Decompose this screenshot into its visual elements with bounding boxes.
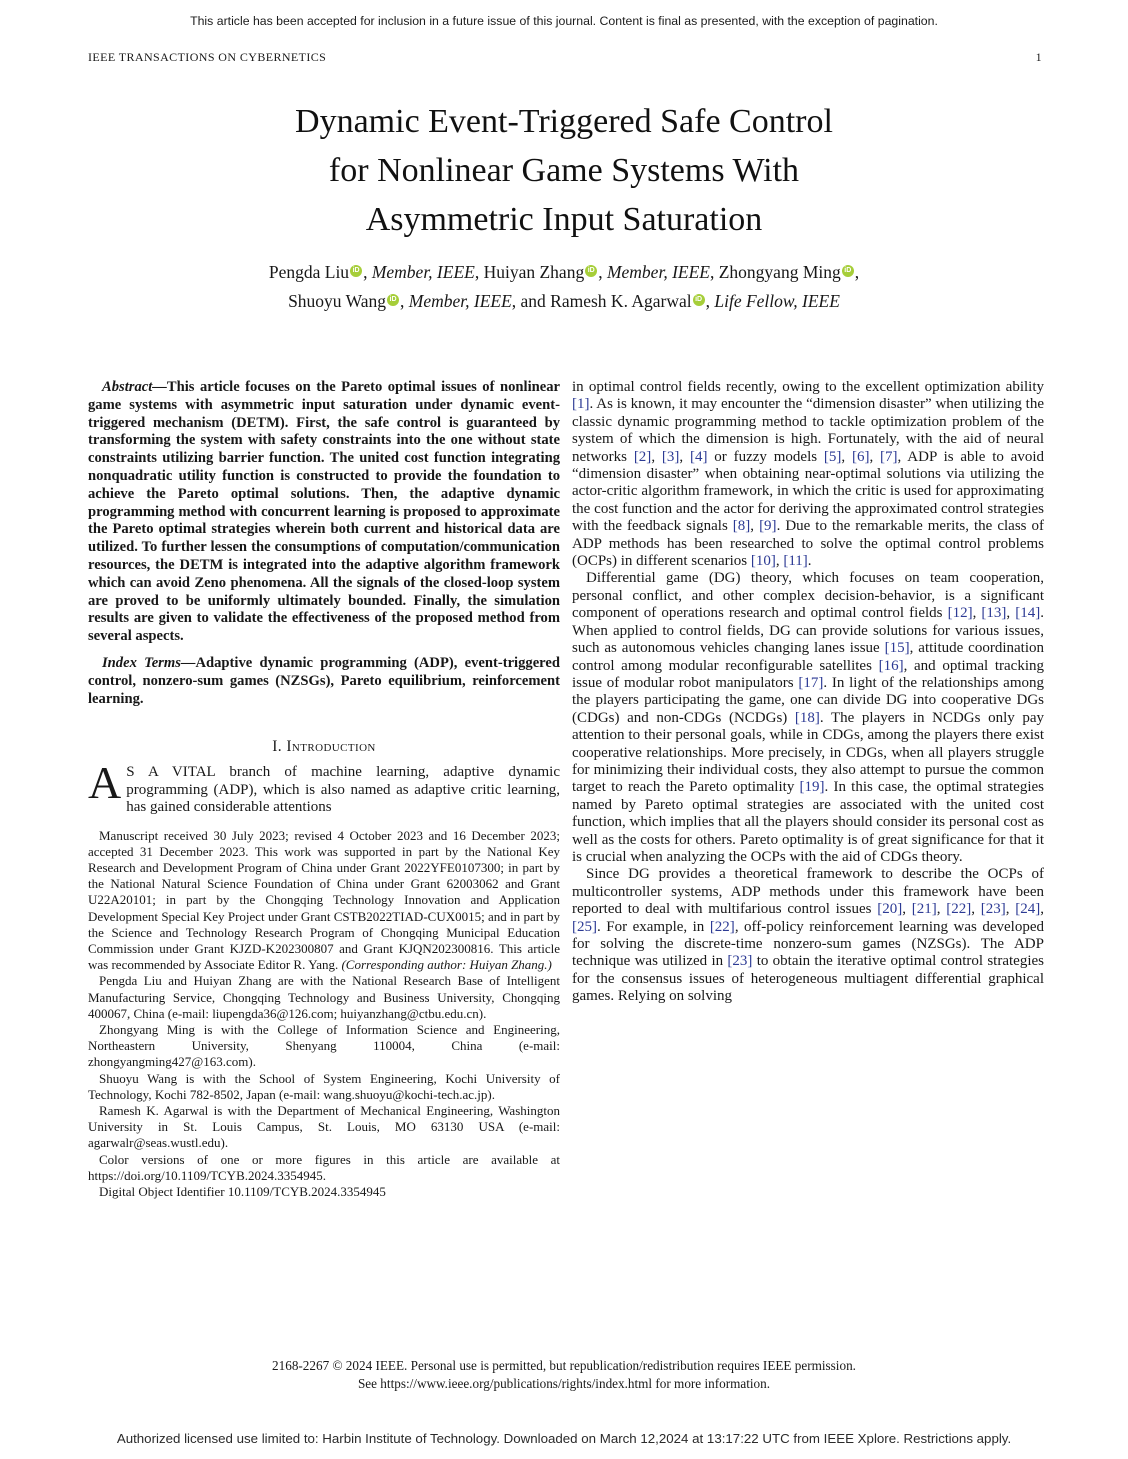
text-segment: Pengda Liu xyxy=(268,262,350,282)
abstract-label: Abstract— xyxy=(102,379,167,395)
first-page-footnotes xyxy=(88,828,560,1201)
intro-text: S A VITAL branch of machine learning, adaptive dynamic programming (ADP), which is also named as adaptive critic learning, has gained considerable attentions xyxy=(126,764,560,816)
abstract-paragraph xyxy=(88,379,560,646)
section-heading-introduction: I. Introduction xyxy=(272,738,376,756)
text-segment: , xyxy=(705,290,715,311)
orcid-icon[interactable]: iD xyxy=(842,265,854,277)
footnote-affiliation-wang xyxy=(88,1071,560,1103)
text-segment: Ramesh K. Agarwal is with the Department of Mechanical Engineering, Washington University in St. Louis Campus, St. Louis, MO 63130 USA (e-mail: agarwalr@seas.wustl.edu). xyxy=(88,1103,560,1151)
citation-link[interactable]: [22] xyxy=(709,918,735,935)
right-column xyxy=(572,379,1044,1200)
author-line-1 xyxy=(0,258,1128,287)
page-number: 1 xyxy=(1035,50,1042,64)
text-segment: , Huiyan Zhang xyxy=(474,262,585,282)
citation-link[interactable]: [12] xyxy=(947,605,973,622)
citation-link[interactable]: [24] xyxy=(1015,901,1041,918)
citation-link[interactable]: [21] xyxy=(911,901,937,918)
body-columns xyxy=(88,379,1044,1200)
title-line-1: Dynamic Event-Triggered Safe Control xyxy=(295,103,833,140)
citation-link[interactable]: [13] xyxy=(981,605,1007,622)
citation-link[interactable]: [23] xyxy=(980,901,1006,918)
footnote-affiliation-liu-zhang xyxy=(88,973,560,1022)
copyright-line-2: See https://www.ieee.org/publications/rights/index.html for more information. xyxy=(357,1376,771,1391)
text-segment: Shuoyu Wang is with the School of System Engineering, Kochi University of Technology, Kochi 782-8502, Japan (e-mail: wang.shuoyu@kochi-tech.ac.jp). xyxy=(88,1070,560,1102)
orcid-icon[interactable]: iD xyxy=(387,294,399,306)
author-line-2 xyxy=(0,287,1128,316)
footnote-color-versions xyxy=(88,1152,560,1184)
body-paragraph-3: Since DG provides a theoretical framework to describe the OCPs of multicontroller systems, ADP methods under this framework have been reported to deal with multifarious control issues [20], [21], [22], [23], [24], [25]. For example, in [22], off-policy reinforcement learning was developed for solving the discrete-time nonzero-sum games (NZSGs). The ADP technique was utilized in [23] to obtain the iterative optimal control strategies for the consensus issues of heterogeneous multiagent differential graphical games. Relying on solving xyxy=(572,866,1045,1005)
author-list xyxy=(0,258,1128,315)
citation-link[interactable]: [23] xyxy=(727,953,753,970)
citation-link[interactable]: [7] xyxy=(880,448,898,465)
abstract-text: This article focuses on the Pareto optimal issues of nonlinear game systems with asymmetric input saturation under dynamic event-triggered mechanism (DETM). First, the safe control is guaranteed by transforming the system with safety constraints into the one without state constraints utilizing barrier function. The united cost function integrating nonquadratic utility function is constructed to provide the foundation to achieve the Pareto optimal solutions. Then, the adaptive dynamic programming method with concurrent learning is proposed to approximate the Pareto optimal strategies wherein both current and historical data are utilized. To further lessen the consumptions of computation/communication resources, the DETM is integrated into the adaptive algorithm framework which can avoid Zeno phenomena. All the signals of the closed-loop system are proved to be uniformly ultimately bounded. Finally, the simulation results are given to validate the effectiveness of the proposed method from several aspects. xyxy=(88,379,560,645)
text-segment: , xyxy=(363,262,372,282)
footnote-doi xyxy=(88,1184,560,1200)
text-segment: , xyxy=(598,262,607,282)
orcid-icon[interactable]: iD xyxy=(585,265,597,277)
text-segment: Pengda Liu and Huiyan Zhang are with the National Research Base of Intelligent Manufacturing Service, Chongqing Technology and Business University, Chongqing 400067, China (e-mail: liupengda36@126.com; huiyanzhang@ctbu.edu.cn). xyxy=(88,973,560,1021)
citation-link[interactable]: [5] xyxy=(823,448,842,465)
citation-link[interactable]: [9] xyxy=(759,518,777,535)
citation-link[interactable]: [1] xyxy=(572,396,590,413)
index-terms-label: Index Terms— xyxy=(102,654,196,671)
text-segment: , xyxy=(400,290,409,311)
paper-title xyxy=(0,97,1128,244)
text-segment: Digital Object Identifier 10.1109/TCYB.2024.3354945 xyxy=(99,1184,386,1200)
acceptance-notice: This article has been accepted for inclusion in a future issue of this journal. Content is final as presented, with the exception of pagination. xyxy=(190,14,938,28)
text-segment: Member, IEEE xyxy=(408,290,512,311)
citation-link[interactable]: [17] xyxy=(798,674,824,691)
citation-link[interactable]: [22] xyxy=(946,901,972,918)
citation-link[interactable]: [11] xyxy=(783,553,808,570)
footnote-manuscript xyxy=(88,828,560,974)
index-terms-text: Adaptive dynamic programming (ADP), event-triggered control, nonzero-sum games (NZSGs), Pareto equilibrium, reinforcement learning. xyxy=(88,654,560,707)
citation-link[interactable]: [6] xyxy=(851,448,870,465)
footnote-affiliation-ming xyxy=(88,1022,560,1071)
text-segment: Member, IEEE xyxy=(371,262,475,282)
body-paragraph-2: Differential game (DG) theory, which focuses on team cooperation, personal conflict, and other complex decision-behavior, is a significant component of operations research and optimal control fields [12], [13], [14]. When applied to control fields, DG can provide solutions for various issues, such as autonomous vehicles changing lanes issue [15], attitude coordination control among modular reconfigurable satellites [16], and optimal tracking issue of modular robot manipulators [17]. In light of the relationships among the players participating the game, one can divide DG into cooperative DGs (CDGs) and non-CDGs (NCDGs) [18]. The players in NCDGs only pay attention to their personal goals, while in CDGs, among the players there exist cooperative relationships. More precisely, in CDGs, when all players struggle for minimizing their individual costs, they also attempt to pursue the common target to reach the Pareto optimality [19]. In this case, the optimal strategies named by Pareto optimal strategies are associated with the united cost function, which implies that all the players should consider its personal cost as well as the costs for others. Pareto optimality is of great significance for that it is crucial when analyzing the OCPs with the aid of CDGs theory. xyxy=(572,570,1045,865)
title-line-2: for Nonlinear Game Systems With xyxy=(328,152,800,189)
text-segment: , Zhongyang Ming xyxy=(709,262,841,282)
body-paragraph-1: in optimal control fields recently, owing to the excellent optimization ability [1]. As is known, it may encounter the “dimension disaster” when utilizing the classic dynamic programming method to tackle optimization problem of the system of which the dimension is high. Fortunately, with the aid of neural networks [2], [3], [4] or fuzzy models [5], [6], [7], ADP is able to avoid “dimension disaster” when obtaining near-optimal solutions via utilizing the actor-critic algorithm framework, in which the critic is used for approximating the cost function and the actor for deriving the approximated control strategies with the feedback signals [8], [9]. Due to the remarkable merits, the class of ADP methods has been researched to solve the optimal control problems (OCPs) in different scenarios [10], [11]. xyxy=(572,379,1045,570)
citation-link[interactable]: [16] xyxy=(878,657,904,674)
drop-cap: A xyxy=(88,757,122,809)
citation-link[interactable]: [20] xyxy=(877,901,903,918)
citation-link[interactable]: [14] xyxy=(1015,605,1041,622)
text-segment: Zhongyang Ming is with the College of Information Science and Engineering, Northeastern University, Shenyang 110004, China (e-mail: zhongyangming427@163.com). xyxy=(88,1022,560,1070)
running-head xyxy=(88,50,1042,65)
intro-paragraph xyxy=(88,757,560,816)
text-segment: Manuscript received 30 July 2023; revised 4 October 2023 and 16 December 2023; accepted 31 December 2023. This work was supported in part by the National Key Research and Development Program of China under Grant 2022YFE0107300; in part by the National Natural Science Foundation of China under Grant 62003062 and Grant U22A20101; in part by the Chongqing Technology Innovation and Application Development Special Key Project under Grant CSTB2022TIAD-CUX0015; and in part by the Science and Technology Research Program of Chongqing Municipal Education Commission under Grant KJZD-K202300807 and Grant KJQN202300816. This article was recommended by Associate Editor R. Yang. xyxy=(88,827,560,973)
text-segment: , and Ramesh K. Agarwal xyxy=(511,290,692,311)
orcid-icon[interactable]: iD xyxy=(350,265,362,277)
text-segment: , xyxy=(854,262,860,282)
license-footer: Authorized licensed use limited to: Harbin Institute of Technology. Downloaded on March 12,2024 at 13:17:22 UTC from IEEE Xplore. Restrictions apply. xyxy=(116,1431,1012,1446)
copyright-line-1: 2168-2267 © 2024 IEEE. Personal use is permitted, but republication/redistribution requires IEEE permission. xyxy=(272,1358,856,1373)
footnote-affiliation-agarwal xyxy=(88,1103,560,1152)
citation-link[interactable]: [19] xyxy=(799,779,825,796)
text-segment: Shuoyu Wang xyxy=(288,290,386,311)
orcid-icon[interactable]: iD xyxy=(693,294,705,306)
index-terms-paragraph xyxy=(88,655,560,708)
citation-link[interactable]: [25] xyxy=(572,918,597,935)
copyright-footer xyxy=(0,1357,1128,1393)
citation-link[interactable]: [8] xyxy=(732,518,751,535)
citation-link[interactable]: [15] xyxy=(884,640,910,657)
text-segment: Color versions of one or more figures in this article are available at https://doi.org/10.1109/TCYB.2024.3354945. xyxy=(88,1151,560,1183)
text-segment: Member, IEEE xyxy=(606,262,710,282)
text-segment: Life Fellow, IEEE xyxy=(714,290,840,311)
citation-link[interactable]: [18] xyxy=(794,709,820,726)
citation-link[interactable]: [2] xyxy=(633,448,652,465)
citation-link[interactable]: [3] xyxy=(661,448,680,465)
title-line-3: Asymmetric Input Saturation xyxy=(365,201,763,238)
left-column xyxy=(88,379,560,1200)
journal-name: IEEE TRANSACTIONS ON CYBERNETICS xyxy=(88,50,327,64)
citation-link[interactable]: [10] xyxy=(750,553,776,570)
citation-link[interactable]: [4] xyxy=(689,448,708,465)
text-segment: (Corresponding author: Huiyan Zhang.) xyxy=(341,957,552,973)
